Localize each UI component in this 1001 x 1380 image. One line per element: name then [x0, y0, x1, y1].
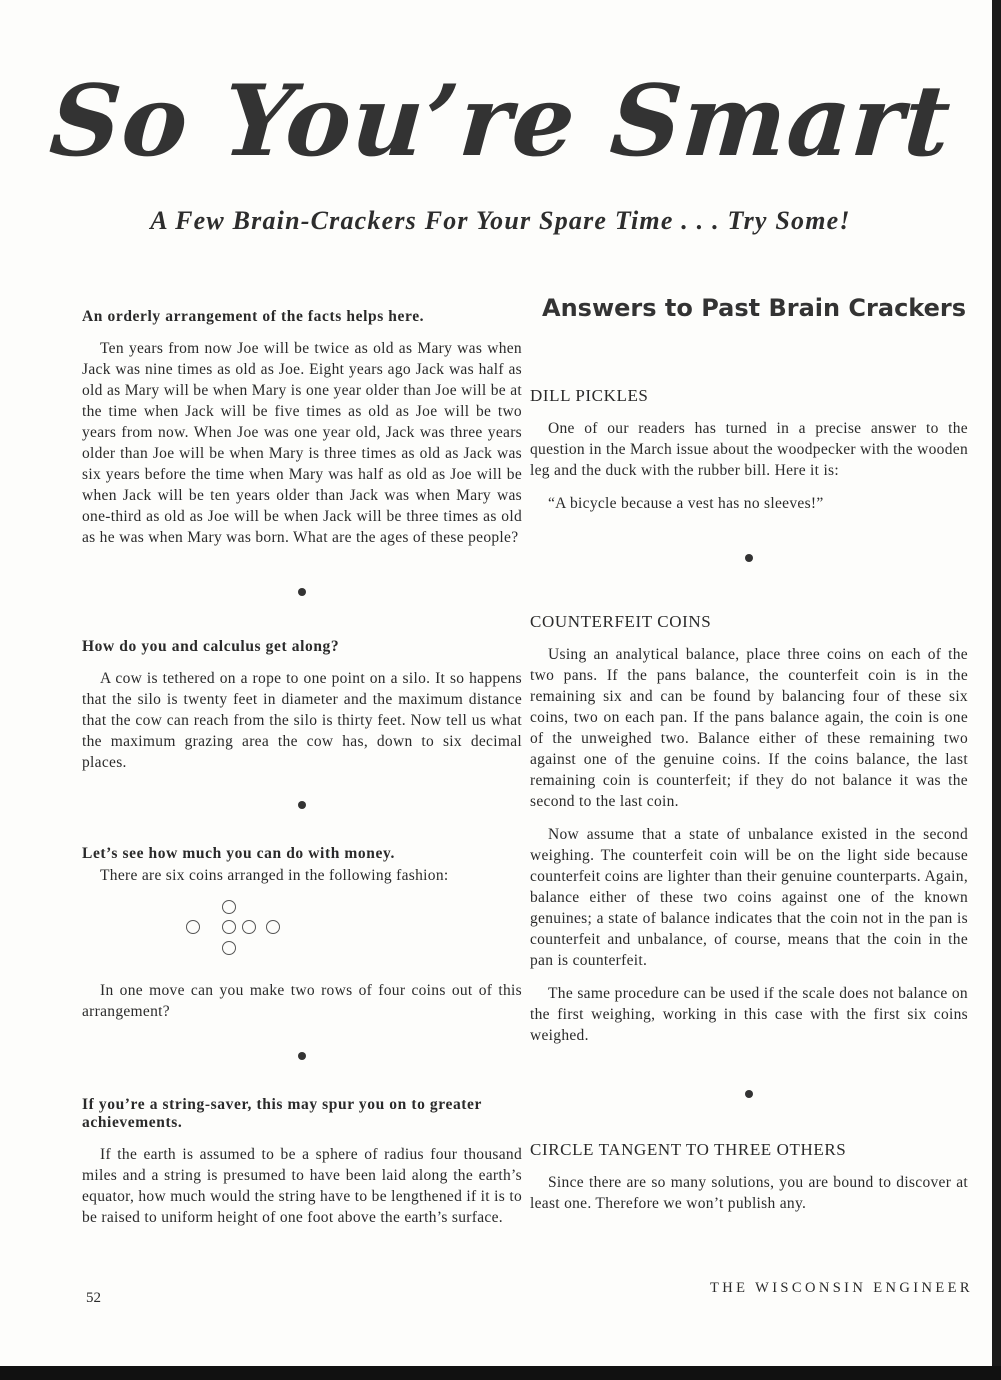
answer-text: One of our readers has turned in a precise answer to the question in the March issue about the woodpecker with the wooden leg and the duck with the rubber bill. Here it is:	[530, 420, 968, 479]
puzzle-text: There are six coins arranged in the following fashion:	[100, 867, 449, 884]
page-number: 52	[86, 1290, 101, 1306]
scan-edge-bottom	[0, 1366, 1001, 1380]
coin-arrangement-figure	[186, 898, 306, 964]
coin-icon	[242, 920, 256, 934]
coin-icon	[222, 941, 236, 955]
coin-icon	[186, 920, 200, 934]
coin-icon	[222, 900, 236, 914]
answer-dill-pickles	[530, 386, 968, 514]
answer-text: Since there are so many solutions, you are bound to discover at least one. Therefore we won’t publish any.	[530, 1174, 968, 1212]
coin-icon	[222, 920, 236, 934]
answer-text: The same procedure can be used if the scale does not balance on the first weighing, working in this case with the first six coins weighed.	[530, 985, 968, 1044]
puzzle-cow	[82, 638, 522, 773]
puzzle-coins	[82, 845, 522, 1022]
puzzle-heading: If you’re a string-saver, this may spur you on to greater achievements.	[82, 1096, 482, 1131]
section-divider-dot	[298, 801, 306, 809]
section-divider-dot	[745, 554, 753, 562]
answer-counterfeit-coins	[530, 612, 968, 1046]
puzzle-text: Ten years from now Joe will be twice as old as Mary was when Jack was nine times as old as Joe. Eight years ago Jack was half as old as Mary will be when Mary is one year older than Joe will be at the time when Jack will be five times as old as Joe will be two years from now. When Joe was one year old, Jack was three years older than Joe will be when Mary is three times as old as Jack was six years before the time when Mary was half as old as Joe will be when Jack will be ten years older than Jack was when Mary was one-third as old as Joe will be when Jack will be three times as old as he was when Mary was born. What are the ages of these people?	[82, 340, 522, 546]
journal-name: THE WISCONSIN ENGINEER	[709, 1280, 973, 1296]
puzzle-heading: Let’s see how much you can do with money.	[82, 845, 395, 862]
puzzle-text: If the earth is assumed to be a sphere of radius four thousand miles and a string is presumed to have been laid along the earth’s equator, how much would the string have to be lengthened if it is to be raised to uniform height of one foot above the earth’s surface.	[82, 1146, 522, 1226]
answer-heading: CIRCLE TANGENT TO THREE OTHERS	[530, 1140, 847, 1159]
page-subtitle: A Few Brain-Crackers For Your Spare Time . . . Try Some!	[150, 206, 851, 235]
puzzle-text: In one move can you make two rows of four coins out of this arrangement?	[82, 982, 522, 1020]
section-divider-dot	[298, 588, 306, 596]
coin-icon	[266, 920, 280, 934]
answer-text: Now assume that a state of unbalance existed in the second weighing. The counterfeit coin will be on the light side because counterfeit coins are lighter than their genuine counterparts. Again, balance either of these two coins against one of the known genuines; a state of balance indicates that the coin not in the pan is counterfeit and unbalance, of course, means that the coin in the pan is counterfeit.	[530, 826, 968, 969]
section-divider-dot	[298, 1052, 306, 1060]
answer-circle-tangent	[530, 1140, 968, 1214]
puzzle-heading: How do you and calculus get along?	[82, 638, 340, 655]
puzzle-heading: An orderly arrangement of the facts helps here.	[82, 308, 425, 325]
answers-column	[530, 294, 968, 1214]
puzzles-column	[82, 300, 522, 1228]
answer-quote: “A bicycle because a vest has no sleeves!”	[548, 495, 824, 512]
puzzle-ages	[82, 308, 522, 548]
answer-text: Using an analytical balance, place three coins on each of the two pans. If the pans balance, the counterfeit coin is in the remaining six and can be found by balancing four of these six coins, two on each pan. If the pans balance again, the coin is one of the unweighed two. Balance either of these remaining two against one of the genuine coins. If the coins balance, the last remaining coin is counterfeit; if they do not balance it was the second to the last coin.	[530, 646, 968, 810]
page-title: So You’re Smart	[46, 64, 955, 179]
puzzle-text: A cow is tethered on a rope to one point on a silo. It so happens that the silo is twenty feet in diameter and the maximum distance that the cow can reach from the silo is thirty feet. Now tell us what the maximum grazing area the cow has, down to six decimal places.	[82, 670, 522, 771]
puzzle-string	[82, 1096, 522, 1228]
answer-heading: DILL PICKLES	[530, 386, 649, 405]
answer-heading: COUNTERFEIT COINS	[530, 612, 712, 631]
answers-heading: Answers to Past Brain Crackers	[542, 294, 967, 322]
section-divider-dot	[745, 1090, 753, 1098]
